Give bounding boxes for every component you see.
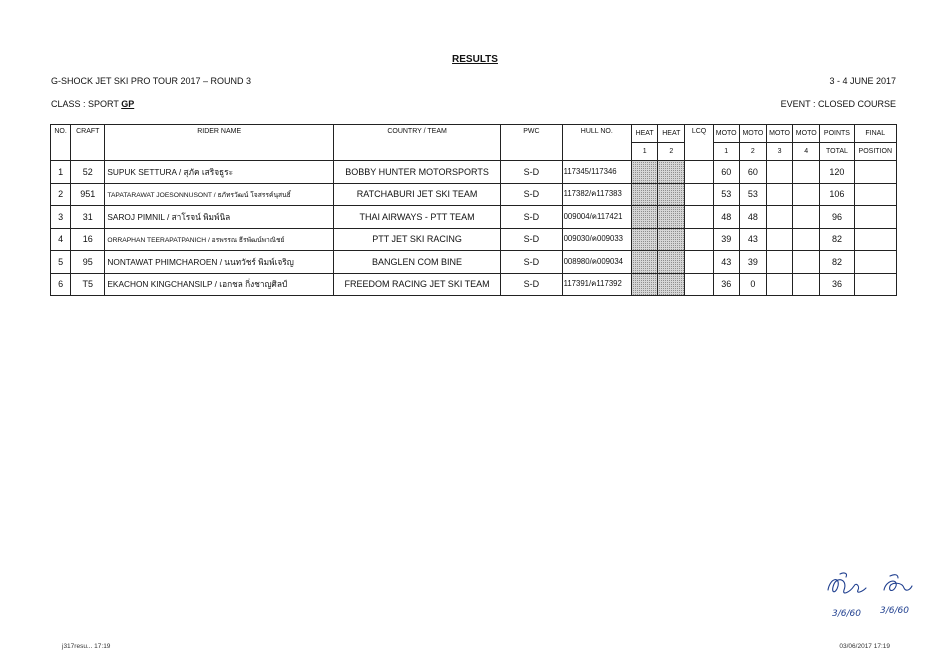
cell-heat-1 (632, 228, 658, 251)
cell-heat-2 (658, 273, 685, 296)
cell-hull: 117382/ค117383 (562, 183, 631, 206)
header-lcq: LCQ (685, 125, 713, 161)
header-moto-1-num: 1 (713, 143, 739, 161)
cell-moto-3 (766, 206, 792, 229)
cell-rider: SAROJ PIMNIL / สาโรจน์ พิมพ์นิล (105, 206, 334, 229)
cell-lcq (685, 183, 713, 206)
table-row (51, 251, 897, 274)
cell-hull: 008980/ค009034 (562, 251, 631, 274)
cell-moto-1: 39 (713, 228, 739, 251)
header-craft: CRAFT (71, 125, 105, 161)
cell-hull: 009030/ค009033 (562, 228, 631, 251)
cell-team: BANGLEN COM BINE (333, 251, 500, 274)
cell-no: 4 (51, 228, 71, 251)
header-team: COUNTRY / TEAM (333, 125, 500, 161)
table-row (51, 228, 897, 251)
cell-pwc: S-D (501, 228, 562, 251)
cell-moto-1: 43 (713, 251, 739, 274)
cell-pwc: S-D (501, 251, 562, 274)
cell-no: 2 (51, 183, 71, 206)
signature-date-2: 3/6/60 (880, 606, 909, 616)
header-points: POINTS (820, 125, 854, 143)
class-line (51, 99, 134, 109)
cell-heat-1 (632, 183, 658, 206)
cell-heat-2 (658, 251, 685, 274)
cell-team: FREEDOM RACING JET SKI TEAM (333, 273, 500, 296)
signature (818, 568, 928, 628)
cell-hull: 117345/117346 (562, 161, 631, 184)
cell-craft: 52 (71, 161, 105, 184)
cell-heat-2 (658, 183, 685, 206)
cell-team: RATCHABURI JET SKI TEAM (333, 183, 500, 206)
cell-team: BOBBY HUNTER MOTORSPORTS (333, 161, 500, 184)
header-total: TOTAL (820, 143, 854, 161)
header-moto-4-num: 4 (793, 143, 820, 161)
cell-position (854, 228, 896, 251)
event-type: EVENT : CLOSED COURSE (780, 99, 896, 109)
header-heat-1-num: 1 (632, 143, 658, 161)
cell-heat-1 (632, 206, 658, 229)
header-heat-1: HEAT (632, 125, 658, 143)
cell-craft: 16 (71, 228, 105, 251)
header-pwc: PWC (501, 125, 562, 161)
cell-moto-3 (766, 161, 792, 184)
class-name: GP (121, 99, 135, 109)
cell-rider: SUPUK SETTURA / สุภัค เสริจธูระ (105, 161, 334, 184)
cell-lcq (685, 206, 713, 229)
cell-moto-1: 60 (713, 161, 739, 184)
cell-no: 6 (51, 273, 71, 296)
header-moto-1: MOTO (713, 125, 739, 143)
header-position: POSITION (854, 143, 896, 161)
footer-file-info: j317resu... 17:19 (62, 643, 111, 650)
cell-total: 36 (820, 273, 854, 296)
table-row (51, 161, 897, 184)
cell-heat-1 (632, 161, 658, 184)
cell-pwc: S-D (501, 206, 562, 229)
cell-total: 120 (820, 161, 854, 184)
header-rider: RIDER NAME (105, 125, 334, 161)
cell-moto-1: 48 (713, 206, 739, 229)
cell-pwc: S-D (501, 161, 562, 184)
cell-hull: 009004/ค117421 (562, 206, 631, 229)
cell-hull: 117391/ค117392 (562, 273, 631, 296)
cell-no: 3 (51, 206, 71, 229)
cell-lcq (685, 251, 713, 274)
event-date: 3 - 4 JUNE 2017 (829, 76, 896, 86)
cell-rider: NONTAWAT PHIMCHAROEN / นนทวัชร์ พิมพ์เจริญ (105, 251, 334, 274)
cell-lcq (685, 273, 713, 296)
cell-moto-3 (766, 251, 792, 274)
footer-print-timestamp: 03/06/2017 17:19 (839, 643, 890, 650)
cell-moto-4 (793, 228, 820, 251)
cell-team: THAI AIRWAYS - PTT TEAM (333, 206, 500, 229)
cell-total: 82 (820, 251, 854, 274)
signature-stroke-2 (840, 573, 847, 577)
header-moto-2-num: 2 (739, 143, 766, 161)
table-row (51, 273, 897, 296)
cell-heat-1 (632, 273, 658, 296)
results-table (50, 124, 897, 296)
cell-position (854, 251, 896, 274)
signature-date-1: 3/6/60 (832, 609, 861, 619)
page-title: RESULTS (452, 54, 498, 65)
cell-moto-4 (793, 206, 820, 229)
cell-moto-3 (766, 183, 792, 206)
cell-rider: TAPATARAWAT JOESONNUSONT / ธภัทรวัฒน์ โจสรรค์นุสนธิ์ (105, 183, 334, 206)
header-hull: HULL NO. (562, 125, 631, 161)
header-moto-4: MOTO (793, 125, 820, 143)
header-moto-3-num: 3 (766, 143, 792, 161)
cell-no: 5 (51, 251, 71, 274)
header-moto-3: MOTO (766, 125, 792, 143)
cell-position (854, 273, 896, 296)
cell-heat-2 (658, 228, 685, 251)
cell-moto-1: 53 (713, 183, 739, 206)
cell-position (854, 206, 896, 229)
cell-heat-2 (658, 161, 685, 184)
signature-stroke-4 (890, 575, 898, 578)
cell-moto-2: 43 (739, 228, 766, 251)
cell-moto-2: 39 (739, 251, 766, 274)
cell-lcq (685, 161, 713, 184)
cell-moto-4 (793, 273, 820, 296)
cell-pwc: S-D (501, 183, 562, 206)
cell-rider: EKACHON KINGCHANSILP / เอกชล กิ่งชาญศิลป์ (105, 273, 334, 296)
cell-moto-2: 53 (739, 183, 766, 206)
header-heat-2: HEAT (658, 125, 685, 143)
header-heat-2-num: 2 (658, 143, 685, 161)
cell-craft: 31 (71, 206, 105, 229)
header-row-1 (51, 125, 897, 143)
cell-team: PTT JET SKI RACING (333, 228, 500, 251)
cell-pwc: S-D (501, 273, 562, 296)
cell-moto-4 (793, 251, 820, 274)
cell-craft: 95 (71, 251, 105, 274)
cell-moto-4 (793, 183, 820, 206)
cell-heat-1 (632, 251, 658, 274)
cell-total: 96 (820, 206, 854, 229)
cell-moto-2: 60 (739, 161, 766, 184)
cell-moto-4 (793, 161, 820, 184)
header-moto-2: MOTO (739, 125, 766, 143)
cell-craft: 951 (71, 183, 105, 206)
cell-total: 82 (820, 228, 854, 251)
event-name: G-SHOCK JET SKI PRO TOUR 2017 – ROUND 3 (51, 76, 252, 86)
cell-moto-3 (766, 228, 792, 251)
class-prefix: CLASS : SPORT (51, 99, 122, 109)
cell-rider: ORRAPHAN TEERAPATPANICH / อรพรรณ ธีรพัฒน์พาณิชย์ (105, 228, 334, 251)
cell-moto-2: 0 (739, 273, 766, 296)
cell-heat-2 (658, 206, 685, 229)
signature-stroke-1 (828, 580, 866, 593)
cell-position (854, 161, 896, 184)
cell-lcq (685, 228, 713, 251)
cell-craft: T5 (71, 273, 105, 296)
signature-stroke-3 (884, 581, 912, 590)
cell-no: 1 (51, 161, 71, 184)
header-final: FINAL (854, 125, 896, 143)
cell-moto-1: 36 (713, 273, 739, 296)
cell-moto-3 (766, 273, 792, 296)
cell-moto-2: 48 (739, 206, 766, 229)
header-no: NO. (51, 125, 71, 161)
cell-position (854, 183, 896, 206)
table-row (51, 206, 897, 229)
table-row (51, 183, 897, 206)
cell-total: 106 (820, 183, 854, 206)
